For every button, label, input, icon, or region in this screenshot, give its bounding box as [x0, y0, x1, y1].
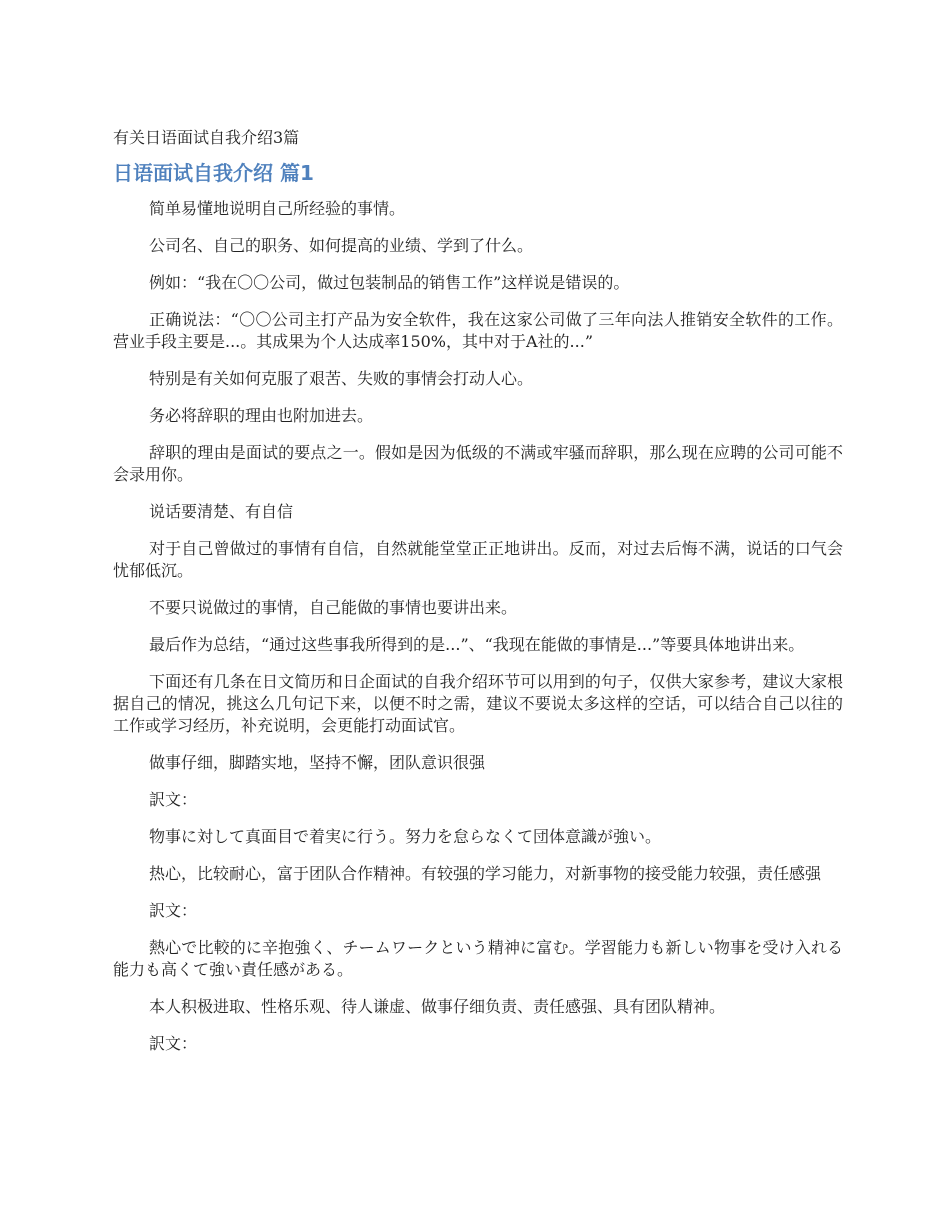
paragraph: 热心，比较耐心，富于团队合作精神。有较强的学习能力，对新事物的接受能力较强，责任感强: [149, 864, 822, 883]
paragraph: 下面还有几条在日文简历和日企面试的自我介绍环节可以用到的句子，仅供大家参考，建议大家根据自己的情况，挑这么几句记下来，以便不时之需，建议不要说太多这样的空话，可以结合自己以往的工作或学习经历，补充说明，会更能打动面试官。: [113, 672, 843, 735]
paragraph: 訳文：: [149, 901, 198, 920]
paragraph: 物事に対して真面目で着実に行う。努力を怠らなくて団体意識が強い。: [149, 827, 662, 846]
paragraph: 訳文：: [149, 1034, 198, 1053]
paragraph: 熱心で比較的に辛抱強く、チームワークという精神に富む。学習能力も新しい物事を受け入れる能力も高くて強い責任感がある。: [113, 938, 843, 979]
paragraph: 最后作为总结，“通过这些事我所得到的是...”、“我现在能做的事情是...”等要具体地讲出来。: [149, 635, 805, 654]
paragraph: 不要只说做过的事情，自己能做的事情也要讲出来。: [149, 598, 518, 617]
paragraph: 本人积极进取、性格乐观、待人谦虚、做事仔细负责、责任感强、具有团队精神。: [149, 997, 726, 1016]
paragraph: 正确说法：“〇〇公司主打产品为安全软件，我在这家公司做了三年向法人推销安全软件的工作。营业手段主要是...。其成果为个人达成率150%，其中对于A社的...”: [113, 310, 843, 351]
paragraph: 说话要清楚、有自信: [149, 502, 294, 521]
paragraph: 特别是有关如何克服了艰苦、失败的事情会打动人心。: [149, 369, 534, 388]
paragraph: 做事仔细，脚踏实地，坚持不懈，团队意识很强: [149, 753, 486, 772]
paragraph: 辞职的理由是面试的要点之一。假如是因为低级的不满或牢骚而辞职，那么现在应聘的公司可能不会录用你。: [113, 443, 843, 484]
paragraph: 公司名、自己的职务、如何提高的业绩、学到了什么。: [149, 236, 534, 255]
paragraph: 訳文：: [149, 790, 198, 809]
paragraph: 简单易懂地说明自己所经验的事情。: [149, 199, 406, 218]
paragraph: 务必将辞职的理由也附加进去。: [149, 406, 374, 425]
document-page: [113, 124, 843, 1070]
section-heading: 日语面试自我介绍 篇1: [113, 161, 314, 185]
paragraph: 对于自己曾做过的事情有自信，自然就能堂堂正正地讲出。反而，对过去后悔不满，说话的口气会忧郁低沉。: [113, 539, 843, 580]
paragraph: 例如：“我在〇〇公司，做过包装制品的销售工作”这样说是错误的。: [149, 273, 630, 292]
document-title: 有关日语面试自我介绍3篇: [113, 128, 300, 147]
